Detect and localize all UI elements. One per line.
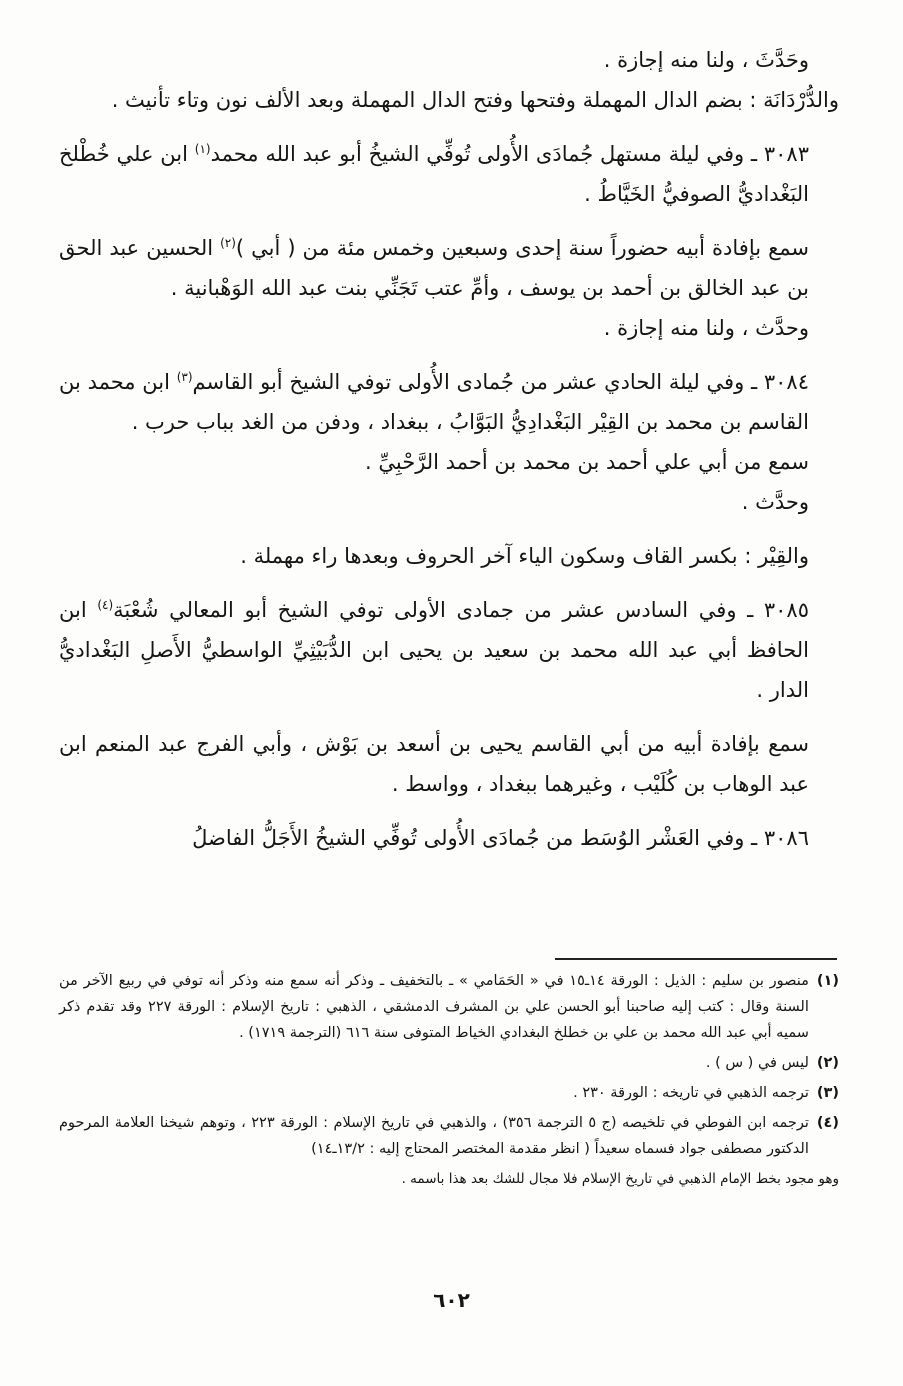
footnote-number: (٤) [816,1115,839,1131]
entry-3085: ٣٠٨٥ ـ وفي السادس عشر من جمادى الأولى توفي الشيخ أبو المعالي شُعْبَة$^{(٤)}$ ابن الحافظ أبي عبد الله محمد بن سعيد بن يحيى ابن الدُّبَيْثِيِّ الواسطيُّ الأَصلِ البَغْداديُّ الدار . [59,598,809,702]
paragraph: وحدَّث ، ولنا منه إجازة . [603,316,809,340]
entry-3083: ٣٠٨٣ ـ وفي ليلة مستهل جُمادَى الأُولى تُوفِّي الشيخُ أبو عبد الله محمد$^{(١)}$ ابن علي خُطْلخ البَغْداديُّ الصوفيُّ الخَيَّاطُ . [59,142,809,206]
page-number: ٦٠٢ [433,1288,470,1312]
paragraph: والدُّرْدَانَة : بضم الدال المهملة وفتحها وفتح الدال المهملة وبعد الألف نون وتاء تأنيث . [111,88,839,112]
footnote-separator [555,958,837,960]
footnote-text: وهو مجود بخط الإمام الذهبي في تاريخ الإسلام فلا مجال للشك بعد هذا باسمه . [401,1171,839,1187]
paragraph: سمع بإفادة أبيه حضوراً سنة إحدى وسبعين وخمس مئة من ( أبي )$^{(٢)}$ الحسين عبد الحق بن عبد الخالق بن أحمد بن يوسف ، وأمِّ عتب تَجَنِّي بنت عبد الله الوَهْبانية . [59,236,809,300]
footnote-4 [59,1110,839,1162]
paragraph: والقِيْر : بكسر القاف وسكون الياء آخر الحروف وبعدها راء مهملة . [240,544,809,568]
entry-3086: ٣٠٨٦ ـ وفي العَشْر الوُسَط من جُمادَى الأُولى تُوفِّي الشيخُ الأَجَلُّ الفاضلُ [192,826,809,850]
footnote-ref[interactable]: (٤) [97,598,114,612]
footnote-ref[interactable]: (٢) [220,236,236,250]
paragraph: وحَدَّثَ ، ولنا منه إجازة . [603,48,809,72]
footnote-ref[interactable]: (١) [194,142,211,156]
footnote-4-continued [59,1166,839,1192]
entry-3084: ٣٠٨٤ ـ وفي ليلة الحادي عشر من جُمادى الأُولى توفي الشيخ أبو القاسم$^{(٣)}$ ابن محمد بن القاسم بن محمد بن القِيْر البَغْدادِيُّ البَوَّابُ ، ببغداد ، ودفن من الغد بباب حرب . [59,370,809,434]
footnote-2 [59,1050,839,1076]
paragraph: وحدَّث . [741,490,809,514]
footnote-3 [59,1080,839,1106]
footnote-text: ترجمه الذهبي في تاريخه : الورقة ٢٣٠ . [573,1085,809,1101]
paragraph: سمع بإفادة أبيه من أبي القاسم يحيى بن أسعد بن بَوْش ، وأبي الفرج عبد المنعم ابن عبد الوهاب بن كُلَيْب ، وغيرهما ببغداد ، وواسط . [59,732,809,796]
footnote-text: ليس في ( س ) . [705,1055,809,1071]
footnote-1 [59,968,839,1046]
footnotes [59,968,839,1196]
footnote-number: (٢) [816,1055,839,1071]
paragraph: سمع من أبي علي أحمد بن محمد بن أحمد الرَّحْبِيِّ . [365,450,809,474]
footnote-number: (١) [816,973,839,989]
footnote-text: منصور بن سليم : الذيل : الورقة ١٤ـ١٥ في « الحَمَامي » ـ بالتخفيف ـ وذكر أنه سمع منه وذكر أنه توفي في ربيع الآخر من السنة وقال : كتب إليه صاحبنا أبو الحسن علي بن المشرف الدمشقي ، الذهبي : تاريخ الإسلام : الورقة ٢٢٧ وقد تقدم ذكر سميه أبي عبد الله محمد بن علي بن خطلخ البغدادي الخياط المتوفى سنة ٦١٦ (الترجمة ١٧١٩) . [59,973,809,1041]
main-text [59,40,839,858]
footnote-text: ترجمه ابن الفوطي في تلخيصه (ج ٥ الترجمة ٣٥٦) ، والذهبي في تاريخ الإسلام : الورقة ٢٢٣ ، وتوهم شيخنا العلامة المرحوم الدكتور مصطفى جواد فسماه سعيداً ( انظر مقدمة المختصر المحتاج إليه : ١٣/٢ـ١٤) [59,1115,809,1157]
footnote-ref[interactable]: (٣) [176,370,193,384]
footnote-number: (٣) [816,1085,839,1101]
